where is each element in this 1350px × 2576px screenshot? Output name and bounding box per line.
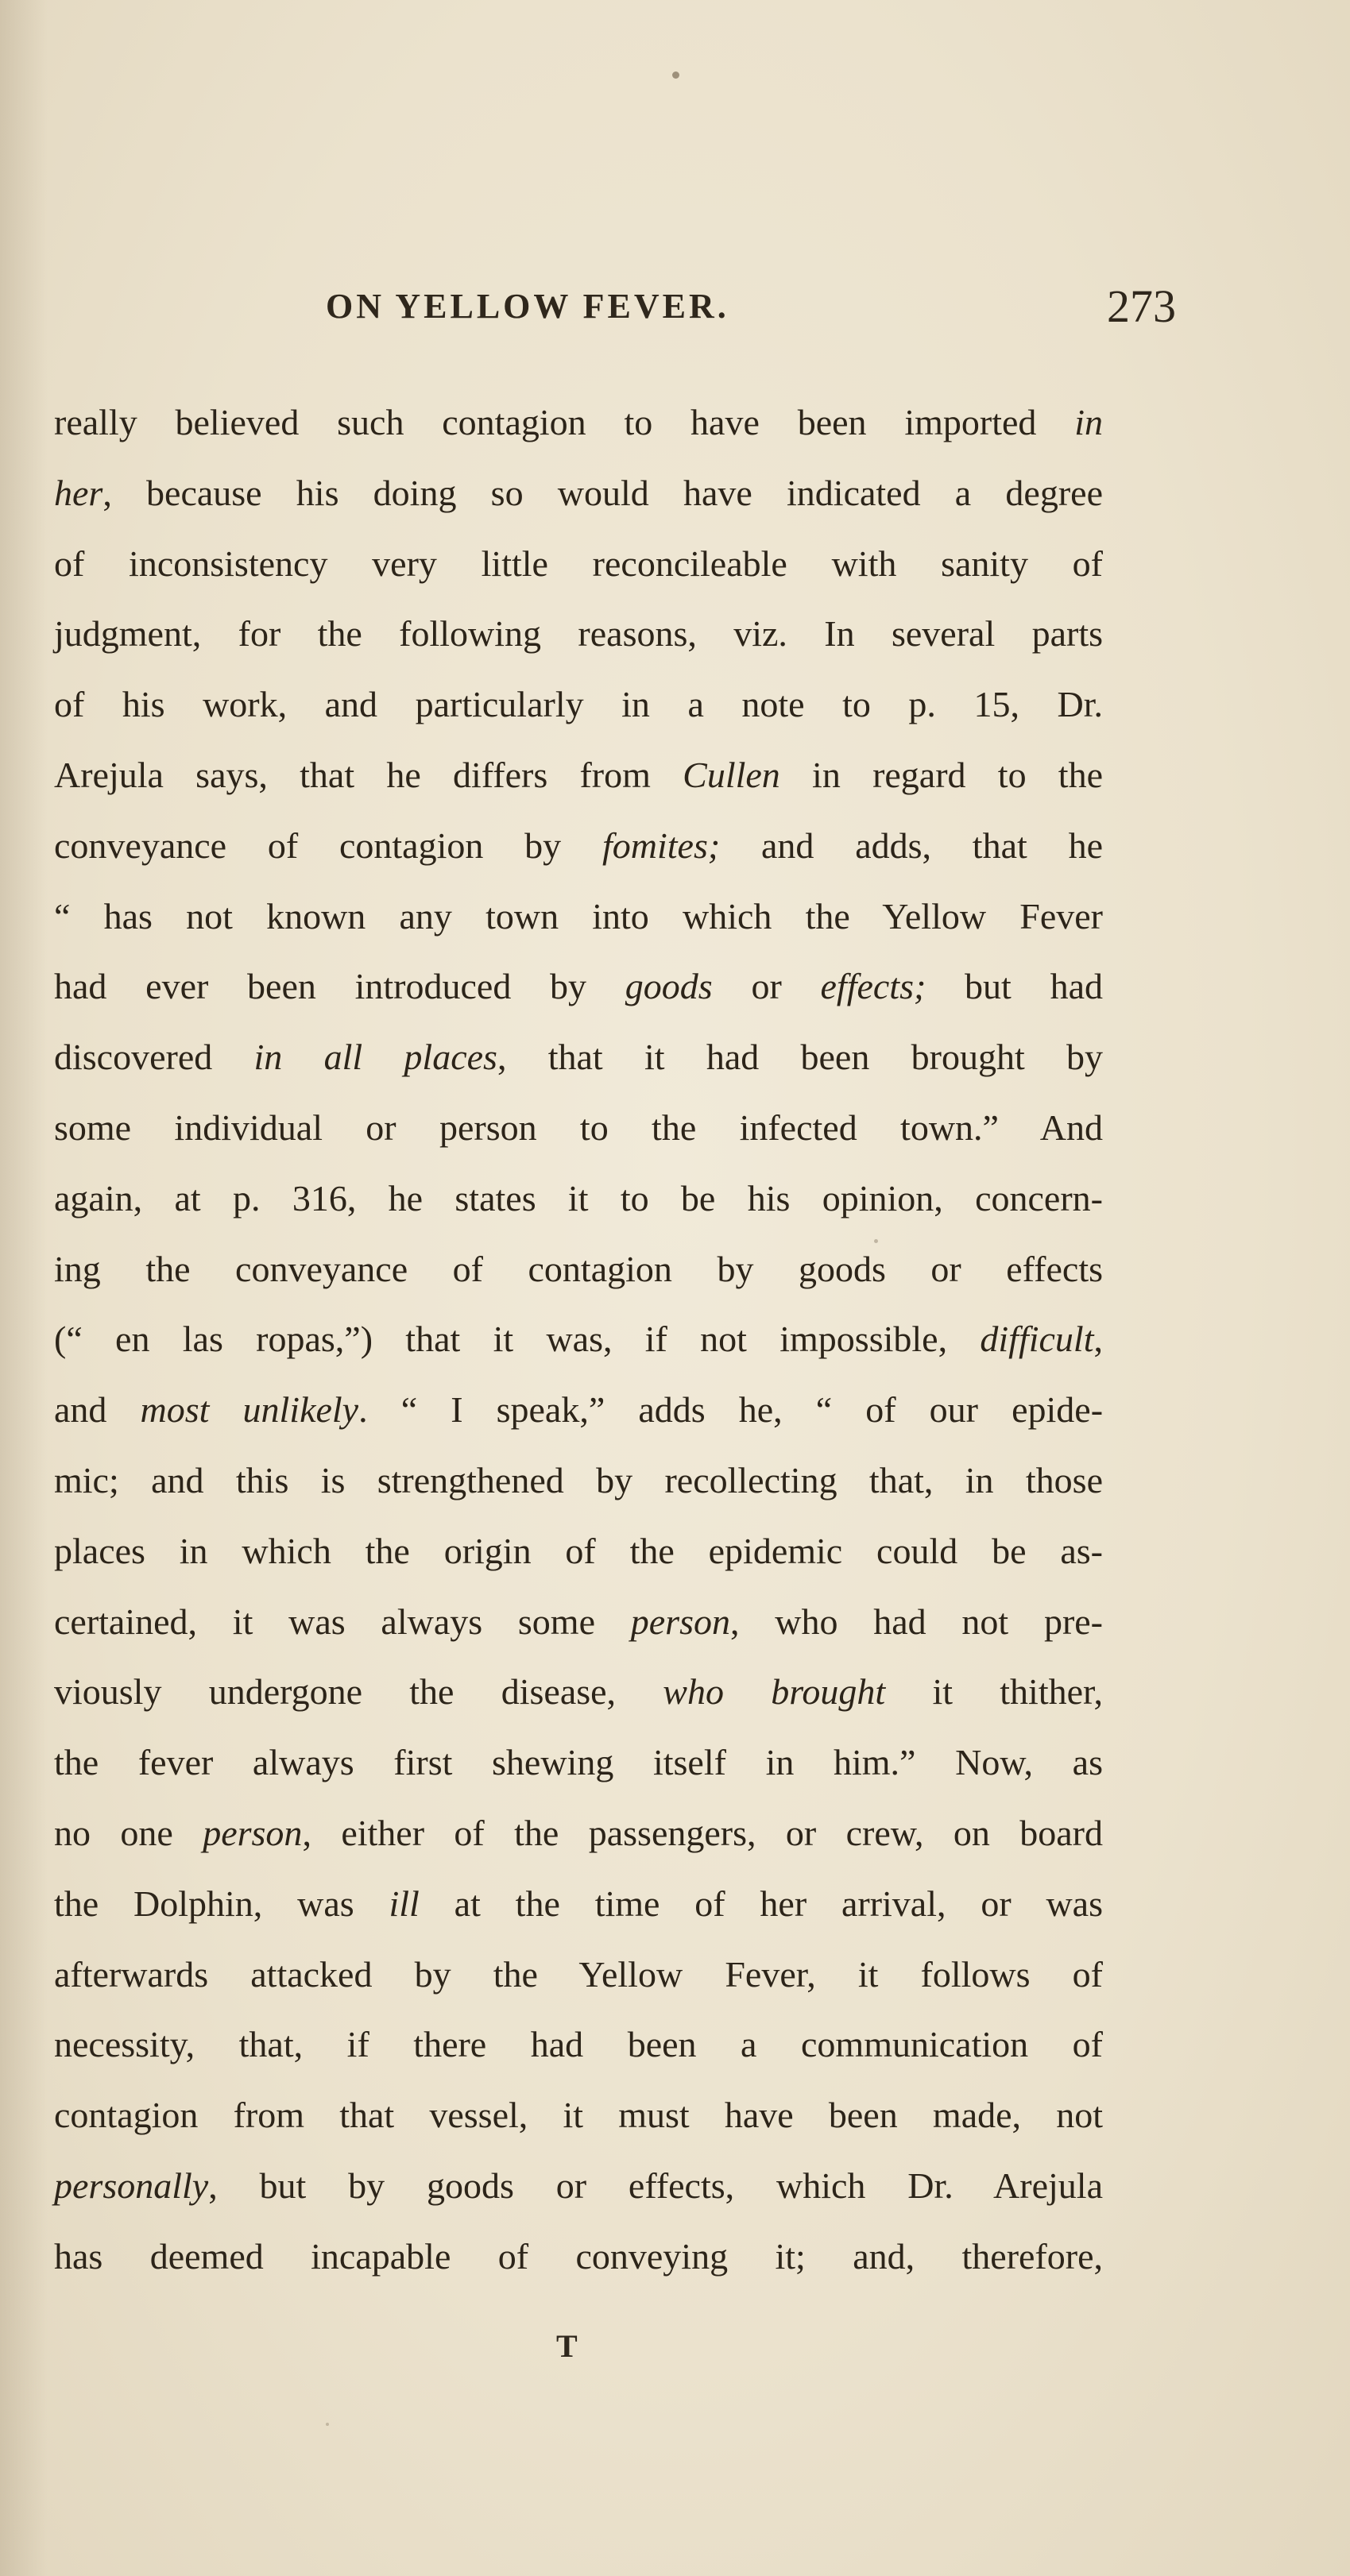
text-line <box>54 1446 1103 1516</box>
binding-shadow <box>0 0 48 2576</box>
italic-text: ill <box>389 1883 420 1924</box>
text-segment: viously undergone the disease, <box>54 1671 663 1713</box>
text-line <box>54 2222 1103 2292</box>
text-line <box>54 1516 1103 1587</box>
text-segment: the fever always first shewing itself in him.” Now, as <box>54 1742 1103 1783</box>
text-segment: certained, it was always some <box>54 1601 631 1642</box>
text-segment: of inconsistency very little reconcileable with sanity of <box>54 543 1103 584</box>
text-segment: , but by goods or effects, which Dr. Arejula <box>208 2165 1103 2206</box>
text-segment: “ has not known any town into which the Yellow Fever <box>54 895 1103 937</box>
text-segment: the Dolphin, was <box>54 1883 389 1924</box>
text-segment: in regard to the <box>779 754 1104 795</box>
text-line <box>54 1375 1103 1446</box>
italic-text: personally <box>54 2165 209 2206</box>
page-number: 273 <box>1107 280 1176 332</box>
text-segment: , either of the passengers, or crew, on board <box>302 1812 1103 1853</box>
italic-text: effects; <box>820 966 926 1007</box>
text-line <box>54 1587 1103 1658</box>
text-line <box>54 1728 1103 1798</box>
text-line <box>54 1093 1103 1164</box>
text-segment: mic; and this is strengthened by recollecting that, in those <box>54 1459 1103 1500</box>
text-line <box>54 1657 1103 1728</box>
text-segment: . “ I speak,” adds he, “ of our epide- <box>358 1389 1104 1431</box>
text-line <box>54 599 1103 670</box>
text-line <box>54 1869 1103 1940</box>
text-segment: really believed such contagion to have been imported <box>54 402 1075 442</box>
text-segment: discovered <box>54 1037 254 1078</box>
italic-text: goods <box>625 966 713 1007</box>
text-segment: some individual or person to the infected town.” And <box>54 1106 1103 1148</box>
text-segment: at the time of her arrival, or was <box>419 1883 1104 1924</box>
text-segment: places in which the origin of the epidemic could be as- <box>54 1530 1103 1571</box>
text-segment: it thither, <box>885 1671 1103 1713</box>
text-segment: no one <box>54 1812 203 1853</box>
text-line <box>54 1798 1103 1869</box>
italic-text: her <box>54 472 103 513</box>
text-line <box>54 882 1103 952</box>
text-segment: , who had not pre- <box>730 1601 1103 1642</box>
text-segment: Arejula says, that he differs from <box>54 754 683 795</box>
text-segment: judgment, for the following reasons, viz. In several parts <box>54 613 1103 655</box>
text-segment: , that it had been brought by <box>497 1037 1103 1078</box>
text-segment: of his work, and particularly in a note to p. 15, Dr. <box>54 684 1103 725</box>
paper-speck <box>326 2423 329 2426</box>
text-segment: contagion from that vessel, it must have been made, not <box>54 2095 1103 2136</box>
text-segment: ing the conveyance of contagion by goods or effects <box>54 1248 1103 1289</box>
text-line <box>54 2080 1103 2151</box>
running-head <box>48 280 1176 335</box>
text-line <box>54 2010 1103 2080</box>
italic-text: in <box>1074 402 1103 442</box>
text-line <box>54 458 1103 529</box>
paper-speck <box>672 71 679 79</box>
text-line <box>54 1234 1103 1305</box>
italic-text: person <box>630 1601 730 1642</box>
signature-mark: T <box>556 2328 578 2364</box>
italic-text: person <box>203 1812 303 1853</box>
text-segment: (“ en las ropas,”) that it was, if not impossible, <box>54 1319 981 1360</box>
text-line <box>54 529 1103 600</box>
text-segment: and adds, that he <box>720 825 1103 866</box>
text-segment: necessity, that, if there had been a communication of <box>54 2024 1103 2065</box>
text-segment: and <box>54 1389 141 1431</box>
text-line <box>54 388 1103 458</box>
text-segment: conveyance of contagion by <box>54 825 602 866</box>
italic-text: most unlikely <box>140 1389 359 1431</box>
text-segment: again, at p. 316, he states it to be his opinion, concern- <box>54 1177 1103 1218</box>
text-segment: afterwards attacked by the Yellow Fever, it follows of <box>54 1953 1103 1995</box>
text-segment: , <box>1093 1319 1103 1360</box>
text-line <box>54 1304 1103 1375</box>
italic-text: in all places <box>253 1037 497 1078</box>
text-segment: , because his doing so would have indicated a degree <box>103 472 1103 513</box>
italic-text: fomites; <box>602 825 721 866</box>
text-segment: had ever been introduced by <box>54 966 625 1007</box>
text-line <box>54 1940 1103 2010</box>
body-text <box>54 388 1103 2292</box>
italic-text: difficult <box>980 1319 1094 1360</box>
text-line <box>54 740 1103 811</box>
running-head-title: ON YELLOW FEVER. <box>326 287 729 326</box>
text-line <box>54 811 1103 882</box>
text-line <box>54 1164 1103 1234</box>
text-segment: has deemed incapable of conveying it; and, therefore, <box>54 2235 1103 2277</box>
text-segment: but had <box>926 966 1103 1007</box>
italic-text: Cullen <box>683 754 780 795</box>
text-line <box>54 952 1103 1022</box>
text-line <box>54 1022 1103 1093</box>
text-line <box>54 2151 1103 2222</box>
italic-text: who brought <box>663 1671 886 1713</box>
text-line <box>54 670 1103 740</box>
text-segment: or <box>712 966 821 1007</box>
